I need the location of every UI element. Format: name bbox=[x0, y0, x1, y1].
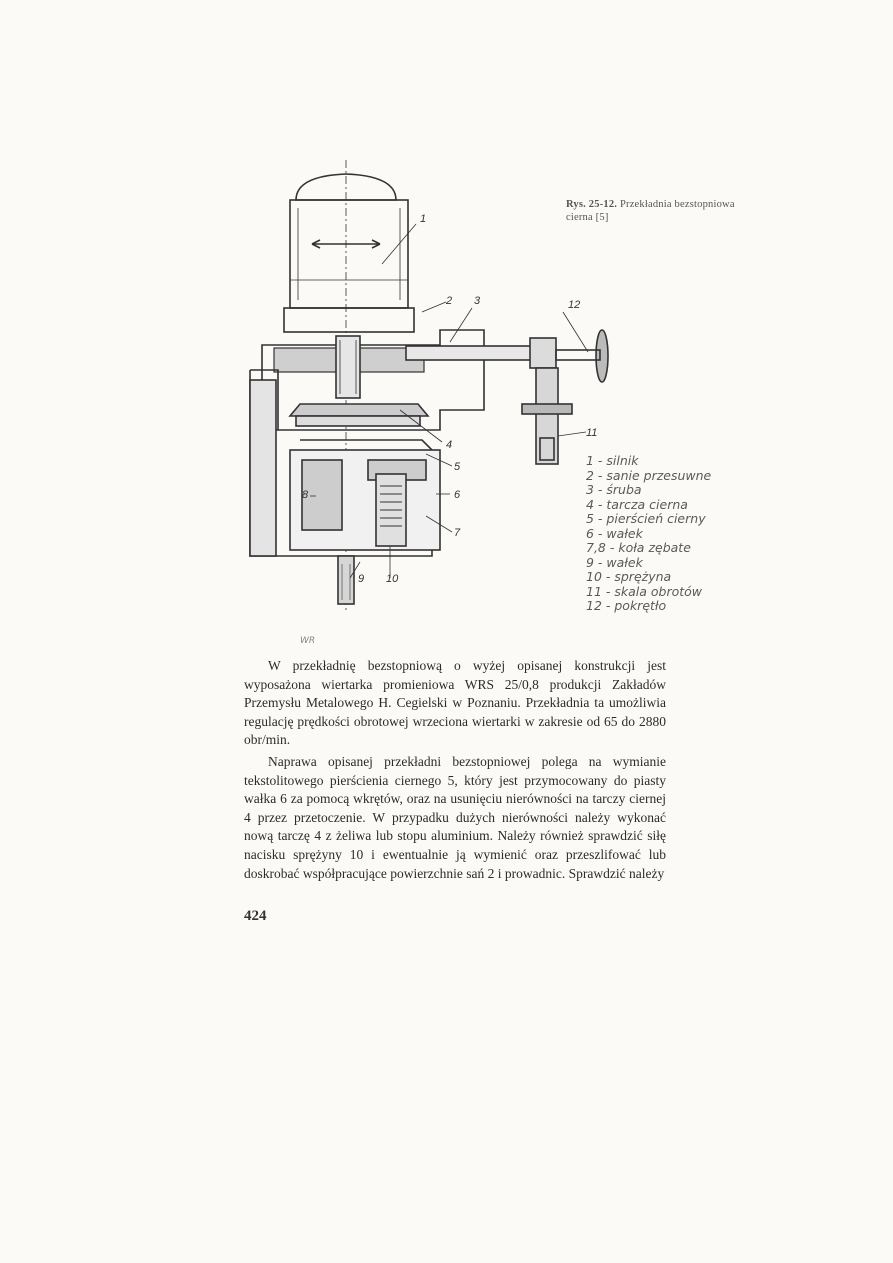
callout-9: 9 bbox=[358, 573, 365, 585]
body-text bbox=[244, 657, 666, 886]
friction-disc bbox=[290, 404, 428, 416]
lead-screw bbox=[406, 346, 536, 360]
callout-11: 11 bbox=[586, 427, 598, 439]
callout-3: 3 bbox=[474, 295, 481, 307]
legend-item: 9 - wałek bbox=[586, 554, 643, 570]
figure-caption bbox=[566, 198, 736, 224]
callout-12: 12 bbox=[568, 299, 581, 311]
callout-1: 1 bbox=[420, 213, 427, 225]
legend-item: 1 - silnik bbox=[586, 453, 639, 468]
figure-label: Rys. 25-12. bbox=[566, 199, 618, 210]
callout-7: 7 bbox=[454, 527, 461, 539]
paragraph: W przekładnię bezstopniową o wyżej opisanej konstrukcji jest wyposażona wiertarka promieniowa WRS 25/0,8 produkcji Zakładów Przemysłu Metalowego H. Cegielski w Poznaniu. Przekładnia ta umożliwia regulację prędkości obrotowej wrzeciona wiertarki w zakresie od 65 do 2880 obr/min. bbox=[244, 658, 666, 748]
callout-4: 4 bbox=[446, 439, 453, 451]
callout-6: 6 bbox=[454, 489, 461, 501]
legend-item: 12 - pokrętło bbox=[586, 598, 667, 613]
legend-item: 11 - skala obrotów bbox=[586, 583, 703, 599]
legend-item: 7,8 - koła zębate bbox=[586, 540, 691, 555]
callout-5: 5 bbox=[454, 461, 461, 473]
legend-item: 2 - sanie przesuwne bbox=[586, 467, 712, 483]
motor-flange bbox=[284, 308, 414, 332]
handwritten-initials: WR bbox=[300, 636, 316, 646]
hand-wheel bbox=[596, 330, 608, 382]
figure-title: Przekładnia bezstopniowa cierna [5] bbox=[566, 199, 735, 223]
callout-10: 10 bbox=[386, 573, 399, 585]
legend-item: 5 - pierścień cierny bbox=[586, 511, 706, 526]
page-number: 424 bbox=[244, 908, 267, 924]
legend-item: 4 - tarcza cierna bbox=[586, 496, 688, 512]
paragraph: Naprawa opisanej przekładni bezstopniowej polega na wymianie tekstolitowego pierścienia ciernego 5, który jest przymocowany do piasty wałka 6 za pomocą wkrętów, oraz na usunięciu nierówności na tarczy ciernej 4 przez przetoczenie. W przypadku dużych nierówności należy wykonać nową tarczę 4 z żeliwa lub stopu aluminium. Należy również sprawdzić siłę nacisku sprężyny 10 i ewentualnie ją wymienić oraz przeszlifować lub doskrobać współpracujące powierzchnie sań 2 i prowadnic. Sprawdzić należy bbox=[244, 753, 666, 881]
callout-8: 8 bbox=[302, 489, 309, 501]
handwritten-legend bbox=[586, 454, 786, 614]
output-shaft-9 bbox=[338, 556, 354, 604]
legend-item: 10 - sprężyna bbox=[586, 569, 672, 584]
legend-item: 3 - śruba bbox=[586, 482, 642, 497]
legend-item: 6 - wałek bbox=[586, 525, 643, 541]
callout-2: 2 bbox=[446, 295, 453, 307]
